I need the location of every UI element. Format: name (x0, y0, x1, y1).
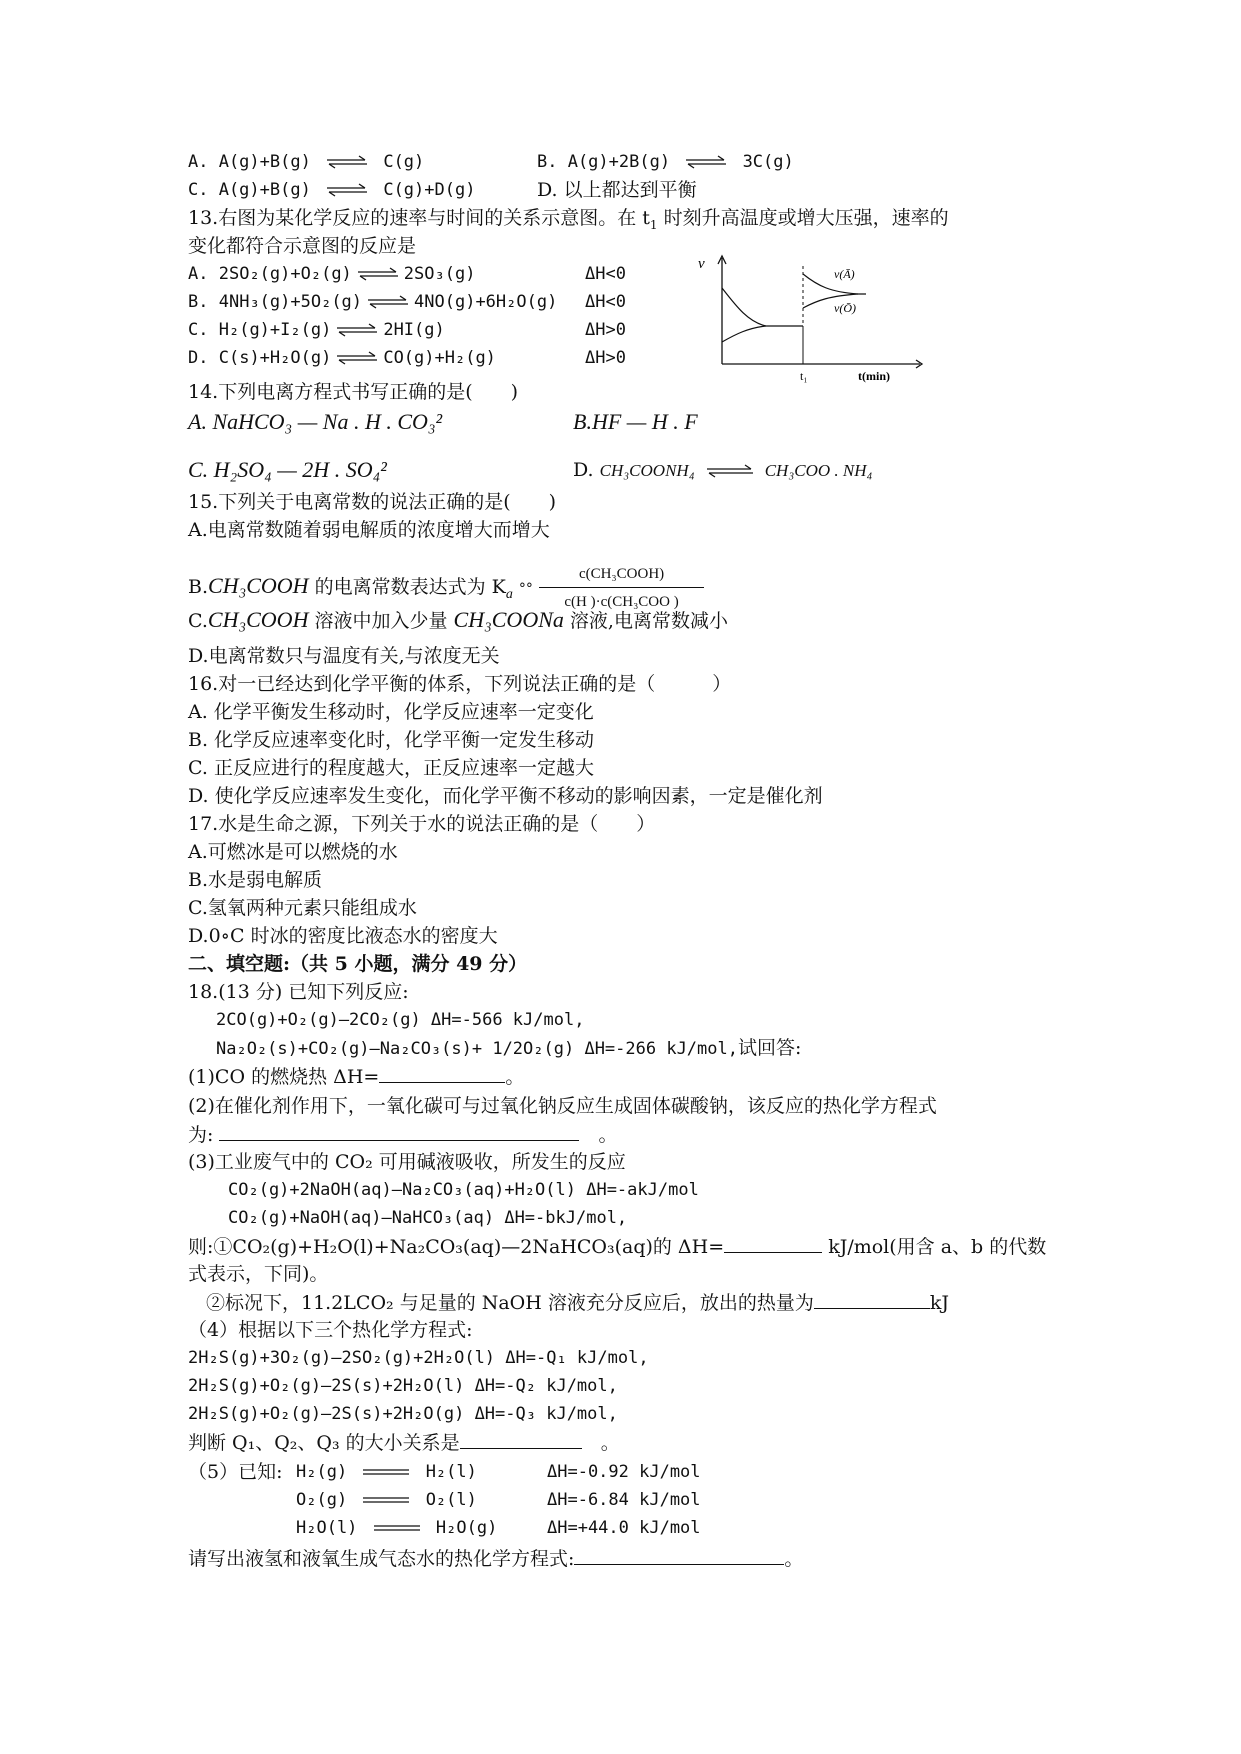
answer-blank-3[interactable] (724, 1234, 822, 1253)
q14-option-d: D. CH₃COONH₄ CH₃COO . NH₄ (573, 459, 873, 481)
double-line-arrow-icon (361, 1495, 411, 1505)
q12-option-c: C. A(g)+B(g) C(g)+D(g) (188, 180, 476, 200)
q15-option-a: A.电离常数随着弱电解质的浓度增大而增大 (188, 519, 550, 541)
equilibrium-arrow-icon (356, 268, 400, 280)
q12-option-b: B. A(g)+2B(g) 3C(g) (537, 152, 794, 172)
answer-blank-5[interactable] (460, 1430, 582, 1449)
q18-stem: 18.(13 分) 已知下列反应: (188, 981, 409, 1003)
equilibrium-arrow-icon (335, 324, 379, 336)
q13-option-dh: ΔH>0 (585, 348, 626, 368)
q15-option-b: B.CH₃COOH 的电离常数表达式为 $K_a$ °° $\frac{\text{c(CH₃COOH)}}{\text{c(H )·c(CH₃COO )}}$ (188, 562, 704, 614)
q18-part3-question1: 则:①CO₂(g)+H₂O(l)+Na₂CO₃(aq)—2NaHCO₃(aq)的 ΔH= kJ/mol(用含 a、b 的代数 (188, 1236, 1047, 1258)
q17-stem: 17.水是生命之源，下列关于水的说法正确的是（ ） (188, 813, 656, 835)
answer-blank-2[interactable] (219, 1122, 579, 1141)
q14-option-c: C. H₂SO₄ — 2H . SO₄² (188, 457, 387, 482)
graph-t1-label: t₁ (800, 369, 808, 383)
q18-part5-label: （5）已知: (188, 1461, 283, 1483)
graph-curve-bottom-label: v(Ō) (834, 301, 856, 315)
answer-blank-6[interactable] (574, 1546, 784, 1565)
q18-part2-line1: (2)在催化剂作用下，一氧化碳可与过氧化钠反应生成固体碳酸钠，该反应的热化学方程式 (188, 1095, 937, 1117)
q13-option-dh: ΔH<0 (585, 264, 626, 284)
ka-numerator: c(CH₃COOH) (539, 562, 704, 588)
q18-part5-dh-2: ΔH=-6.84 kJ/mol (547, 1490, 701, 1510)
q18-part4-reaction-2: 2H₂S(g)+O₂(g)—2S(s)+2H₂O(l) ΔH=-Q₂ kJ/mol, (188, 1376, 618, 1396)
equilibrium-arrow-icon (705, 465, 755, 477)
q14-option-b: B.HF — H . F (573, 409, 698, 434)
equilibrium-arrow-icon (366, 296, 410, 308)
equilibrium-arrow-icon (325, 156, 369, 168)
q18-reaction-1: 2CO(g)+O₂(g)—2CO₂(g) ΔH=-566 kJ/mol, (216, 1010, 585, 1030)
q18-part5-reaction-2: O₂(g) O₂(l) (296, 1490, 477, 1510)
q18-part4-question: 判断 Q₁、Q₂、Q₃ 的大小关系是 。 (188, 1432, 620, 1454)
q16-option-c: C. 正反应进行的程度越大，正反应速率一定越大 (188, 757, 594, 779)
q16-option-d: D. 使化学反应速率发生变化，而化学平衡不移动的影响因素，一定是催化剂 (188, 785, 823, 807)
q18-part3-reaction-2: CO₂(g)+NaOH(aq)—NaHCO₃(aq) ΔH=-bkJ/mol, (228, 1208, 628, 1228)
q16-option-b: B. 化学反应速率变化时，化学平衡一定发生移动 (188, 729, 595, 751)
q18-part4-reaction-1: 2H₂S(g)+3O₂(g)—2SO₂(g)+2H₂O(l) ΔH=-Q₁ kJ/mol, (188, 1348, 649, 1368)
q15-stem: 15.下列关于电离常数的说法正确的是( ) (188, 491, 557, 513)
q18-part5-question: 请写出液氢和液氧生成气态水的热化学方程式: 。 (188, 1548, 804, 1570)
q17-option-b: B.水是弱电解质 (188, 869, 323, 891)
q18-part4-intro: （4）根据以下三个热化学方程式: (188, 1319, 473, 1341)
q17-option-c: C.氢氧两种元素只能组成水 (188, 897, 417, 919)
curve-reverse-before (722, 326, 766, 342)
double-line-arrow-icon (361, 1467, 411, 1477)
q18-part4-reaction-3: 2H₂S(g)+O₂(g)—2S(s)+2H₂O(g) ΔH=-Q₃ kJ/mol, (188, 1404, 618, 1424)
q12-option-a: A. A(g)+B(g) C(g) (188, 152, 425, 172)
q18-part3-question2: ②标况下，11.2LCO₂ 与足量的 NaOH 溶液充分反应后，放出的热量为 kJ (206, 1292, 950, 1314)
q14-option-a: A. NaHCO₃ — Na . H . CO₃² (188, 409, 443, 434)
q13-stem-line1: 13.右图为某化学反应的速率与时间的关系示意图。在 $t_1$ 时刻升高温度或增大压强，速率的 (188, 207, 949, 232)
equilibrium-arrow-icon (335, 352, 379, 364)
q13-stem-line2: 变化都符合示意图的反应是 (188, 235, 417, 257)
q15-option-d: D.电离常数只与温度有关,与浓度无关 (188, 645, 500, 667)
rate-time-graph (690, 252, 930, 383)
q14-stem: 14.下列电离方程式书写正确的是( ) (188, 381, 519, 403)
curve-forward-before (722, 288, 803, 326)
ka-denominator: c(H )·c(CH₃COO ) (564, 594, 679, 610)
fraction-equals-icon: °° (518, 581, 533, 597)
q18-part1: (1)CO 的燃烧热 ΔH= 。 (188, 1066, 525, 1088)
section-heading: 二、填空题:（共 5 小题，满分 49 分） (188, 953, 528, 975)
q16-option-a: A. 化学平衡发生移动时，化学反应速率一定变化 (188, 701, 594, 723)
q17-option-a: A.可燃冰是可以燃烧的水 (188, 841, 398, 863)
q18-part5-dh-1: ΔH=-0.92 kJ/mol (547, 1462, 701, 1482)
q18-part3-reaction-1: CO₂(g)+2NaOH(aq)—Na₂CO₃(aq)+H₂O(l) ΔH=-akJ/mol (228, 1180, 699, 1200)
q18-reaction-2: Na₂O₂(s)+CO₂(g)—Na₂CO₃(s)+ 1/2O₂(g) ΔH=-266 kJ/mol,试回答: (216, 1037, 802, 1059)
graph-xlabel: t(min) (858, 369, 890, 383)
q18-part5-reaction-3: H₂O(l) H₂O(g) (296, 1518, 498, 1538)
double-line-arrow-icon (372, 1523, 422, 1533)
q18-part5-dh-3: ΔH=+44.0 kJ/mol (547, 1518, 701, 1538)
q13-option-b: B. 4NH₃(g)+5O₂(g) 4NO(g)+6H₂O(g) (188, 292, 558, 312)
graph-ylabel: v (698, 256, 705, 272)
answer-blank-4[interactable] (814, 1290, 930, 1309)
q13-option-d: D. C(s)+H₂O(g) CO(g)+H₂(g) (188, 348, 496, 368)
answer-blank-1[interactable] (379, 1064, 505, 1083)
graph-curve-top-label: v(Ā) (834, 267, 855, 281)
q17-option-d: D.0∘C 时冰的密度比液态水的密度大 (188, 925, 498, 947)
equilibrium-arrow-icon (684, 156, 728, 168)
q13-option-a: A. 2SO₂(g)+O₂(g) 2SO₃(g) (188, 264, 476, 284)
q13-option-dh: ΔH<0 (585, 292, 626, 312)
q12-option-d: D. 以上都达到平衡 (537, 179, 697, 201)
q18-part2-line2: 为: 。 (188, 1124, 618, 1146)
q13-option-c: C. H₂(g)+I₂(g) 2HI(g) (188, 320, 445, 340)
q18-part3-question1-cont: 式表示，下同)。 (188, 1263, 329, 1285)
q16-stem: 16.对一已经达到化学平衡的体系，下列说法正确的是（ ） (188, 673, 732, 695)
q13-option-dh: ΔH>0 (585, 320, 626, 340)
equilibrium-arrow-icon (325, 184, 369, 196)
q18-part3-intro: (3)工业废气中的 CO₂ 可用碱液吸收，所发生的反应 (188, 1151, 626, 1173)
q15-option-c: C.CH₃COOH 溶液中加入少量 CH₃COONa 溶液,电离常数减小 (188, 607, 728, 632)
q18-part5-reaction-1: H₂(g) H₂(l) (296, 1462, 477, 1482)
